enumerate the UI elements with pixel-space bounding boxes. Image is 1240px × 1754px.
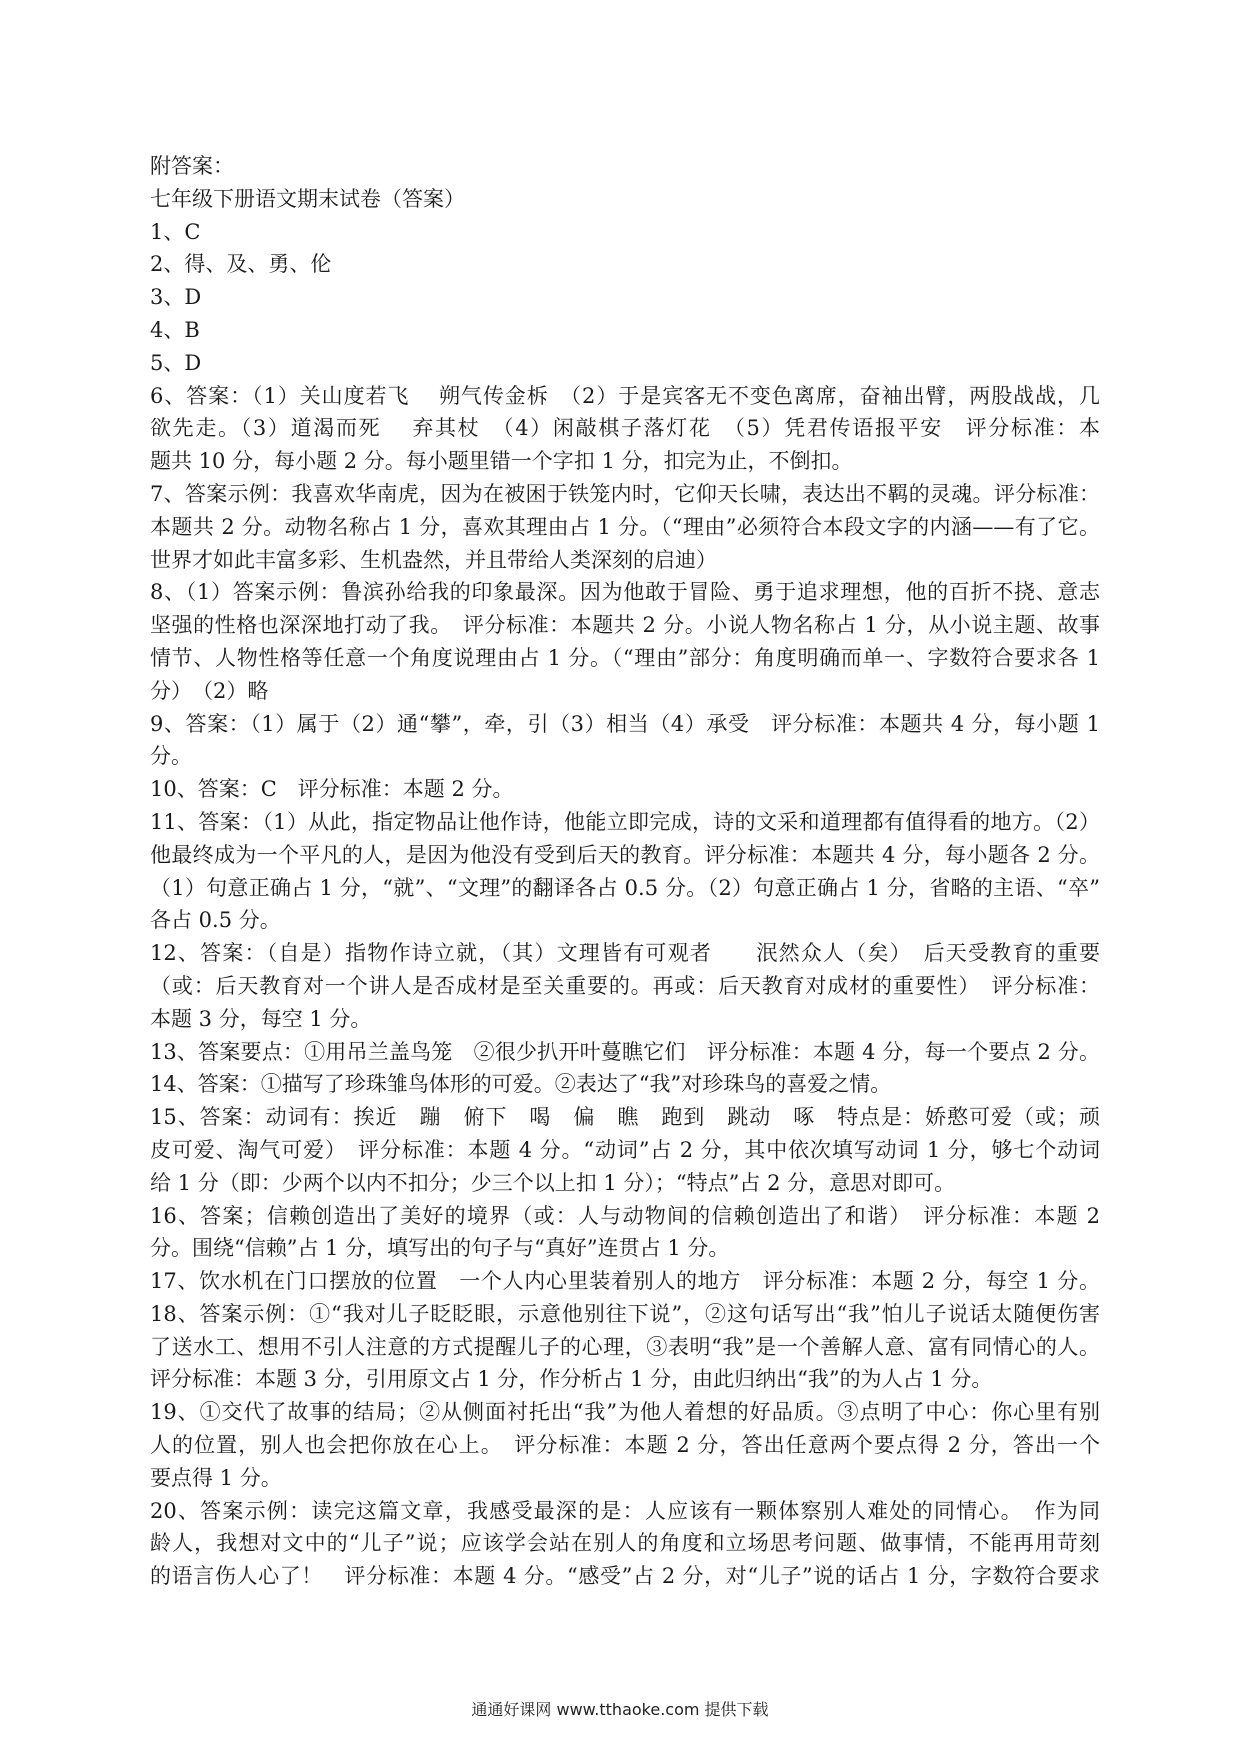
page-footer: 通通好课网 www.tthaoke.com 提供下载 (471, 1700, 769, 1719)
text-line: 4、B (150, 317, 200, 342)
text-line: 分。围绕“信赖”占 1 分，填写出的句子与“真好”连贯占 1 分。 (150, 1236, 730, 1261)
text-line: 17、饮水机在门口摆放的位置 一个人内心里装着别人的地方 评分标准：本题 2 分，每空 1 分。 (150, 1269, 1100, 1294)
text-line: 3、D (150, 285, 202, 310)
text-line: 9、答案：（1）属于（2）通“攀”，牵，引（3）相当（4）承受 评分标准：本题共 4 分，每小题 1 (150, 711, 1100, 736)
text-line: 七年级下册语文期末试卷（答案） (150, 186, 465, 211)
answer-document (150, 150, 1100, 1593)
text-line: 给 1 分（即：少两个以内不扣分；少三个以上扣 1 分）；“特点”占 2 分，意思对即可。 (150, 1170, 956, 1195)
text-line: 的语言伤人心了！ 评分标准：本题 4 分。“感受”占 2 分，对“儿子”说的话占 1 分，字数符合要求 (150, 1564, 1100, 1589)
text-line: 14、答案：①描写了珍珠雏鸟体形的可爱。②表达了“我”对珍珠鸟的喜爱之情。 (150, 1072, 892, 1097)
text-line: 1、C (150, 219, 201, 244)
text-line: 坚强的性格也深深地打动了我。 评分标准：本题共 2 分。小说人物名称占 1 分，从小说主题、故事 (150, 613, 1100, 638)
text-line: 了送水工、想用不引人注意的方式提醒儿子的心理，③表明“我”是一个善解人意、富有同情心的人。 (150, 1334, 1100, 1359)
text-line: 6、答案：（1）关山度若飞 朔气传金柝 （2）于是宾客无不变色离席，奋袖出臂，两股战战，几 (150, 383, 1100, 408)
text-line: 题共 10 分，每小题 2 分。每小题里错一个字扣 1 分，扣完为止，不倒扣。 (150, 449, 853, 474)
text-line: 18、答案示例：①“我对儿子眨眨眼，示意他别往下说”，②这句话写出“我”怕儿子说话太随便伤害 (150, 1301, 1100, 1326)
text-line: 世界才如此丰富多彩、生机盎然，并且带给人类深刻的启迪） (150, 547, 717, 572)
text-line: 2、得、及、勇、伦 (150, 252, 332, 277)
text-line: 皮可爱、淘气可爱） 评分标准：本题 4 分。“动词”占 2 分，其中依次填写动词 1 分，够七个动词 (150, 1137, 1100, 1162)
text-line: 评分标准：本题 3 分，引用原文占 1 分，作分析占 1 分，由此归纳出“我”的为人占 1 分。 (150, 1367, 993, 1392)
text-line: 本题 3 分，每空 1 分。 (150, 1006, 372, 1031)
text-line: 20、答案示例：读完这篇文章，我感受最深的是：人应该有一颗体察别人难处的同情心。 作为同 (150, 1498, 1100, 1523)
text-line: 11、答案：（1）从此，指定物品让他作诗，他能立即完成，诗的文采和道理都有值得看的地方。（2） (150, 809, 1100, 834)
text-line: 分） （2）略 (150, 678, 269, 703)
text-line: 附答案： (150, 154, 234, 178)
text-line: 5、D (150, 350, 202, 375)
text-line: 19、①交代了故事的结局；②从侧面衬托出“我”为他人着想的好品质。③点明了中心：你心里有别 (150, 1400, 1100, 1425)
text-line: 13、答案要点：①用吊兰盖鸟笼 ②很少扒开叶蔓瞧它们 评分标准：本题 4 分，每一个要点 2 分。 (150, 1039, 1100, 1064)
text-line: 要点得 1 分。 (150, 1465, 282, 1490)
text-line: 情节、人物性格等任意一个角度说理由占 1 分。（“理由”部分：角度明确而单一、字数符合要求各 1 (150, 645, 1100, 670)
text-line: 分。 (150, 744, 192, 769)
text-line: （或：后天教育对一个讲人是否成材是至关重要的。再或：后天教育对成材的重要性） 评分标准： (150, 973, 1100, 998)
text-line: 各占 0.5 分。 (150, 908, 281, 933)
text-line: 8、（1）答案示例：鲁滨孙给我的印象最深。因为他敢于冒险、勇于追求理想，他的百折不挠、意志 (150, 580, 1100, 605)
text-line: 15、答案：动词有：挨近 蹦 俯下 喝 偏 瞧 跑到 跳动 啄 特点是：娇憨可爱（或；顽 (150, 1105, 1100, 1130)
text-line: 7、答案示例：我喜欢华南虎，因为在被困于铁笼内时，它仰天长啸，表达出不羁的灵魂。评分标准： (150, 481, 1100, 506)
text-line: 龄人，我想对文中的“儿子”说；应该学会站在别人的角度和立场思考问题、做事情，不能再用苛刻 (150, 1531, 1100, 1556)
text-line: 本题共 2 分。动物名称占 1 分，喜欢其理由占 1 分。（“理由”必须符合本段文字的内涵——有了它。 (150, 514, 1100, 539)
text-line: 人的位置，别人也会把你放在心上。 评分标准：本题 2 分，答出任意两个要点得 2 分，答出一个 (150, 1433, 1100, 1458)
text-line: 10、答案：C 评分标准：本题 2 分。 (150, 777, 514, 802)
text-line: 16、答案；信赖创造出了美好的境界（或：人与动物间的信赖创造出了和谐） 评分标准：本题 2 (150, 1203, 1100, 1228)
text-line: 他最终成为一个平凡的人，是因为他没有受到后天的教育。评分标准：本题共 4 分，每小题各 2 分。 (150, 842, 1100, 867)
text-line: 欲先走。（3）道渴而死 弃其杖 （4）闲敲棋子落灯花 （5）凭君传语报平安 评分标准：本 (150, 416, 1100, 441)
text-line: 12、答案：（自是）指物作诗立就，（其）文理皆有可观者 泯然众人（矣） 后天受教育的重要 (150, 941, 1100, 966)
text-line: （1）句意正确占 1 分，“就”、“文理”的翻译各占 0.5 分。（2）句意正确占 1 分，省略的主语、“卒” (150, 875, 1100, 900)
